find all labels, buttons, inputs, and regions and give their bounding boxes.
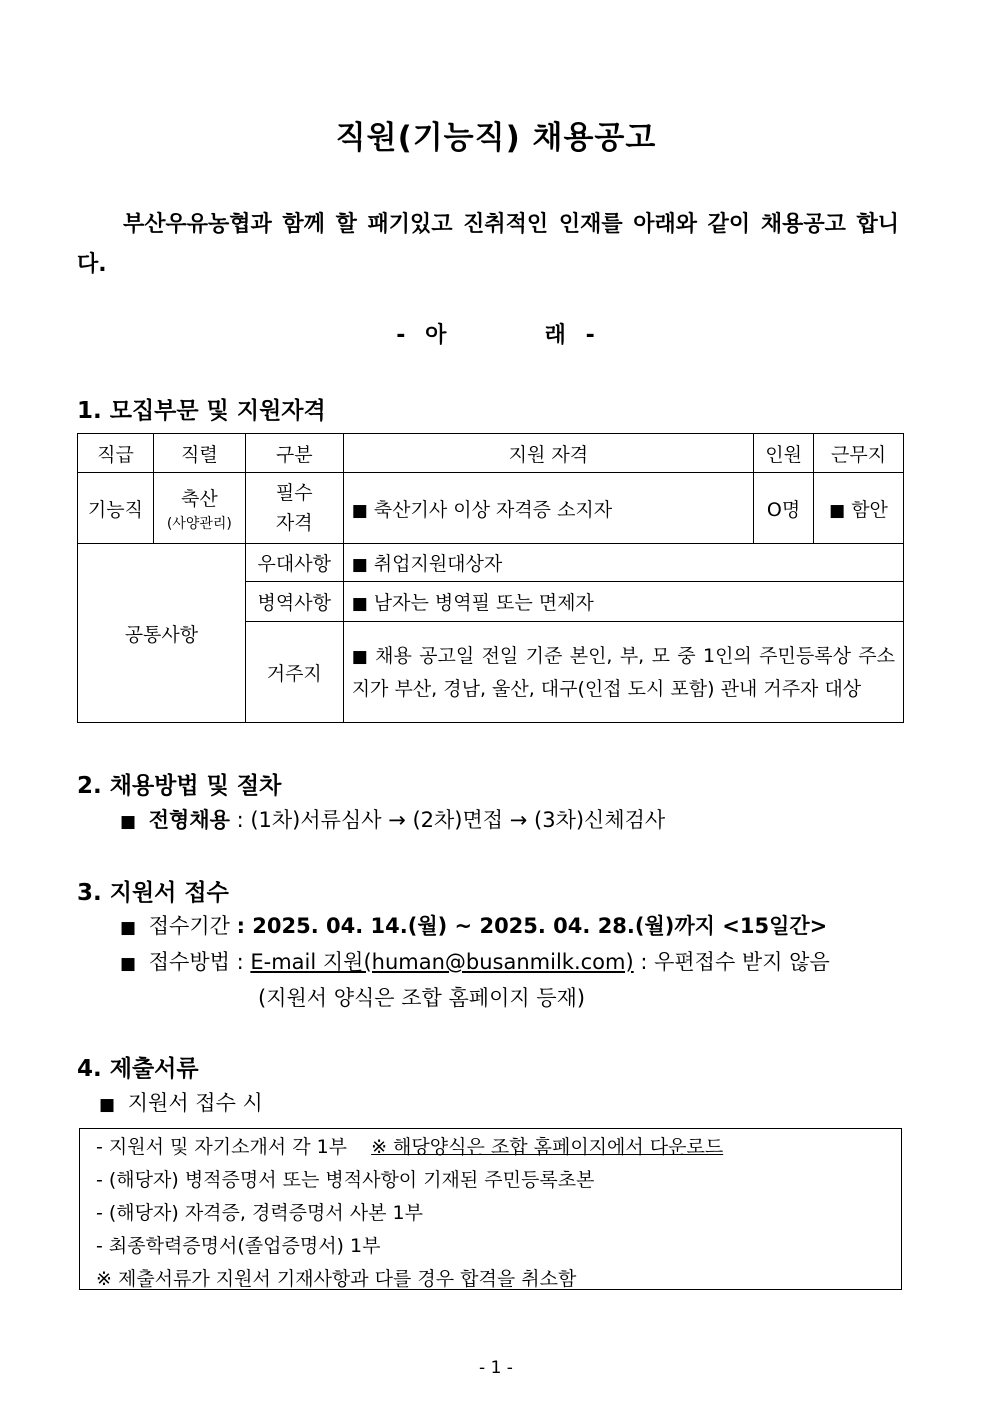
list-item: - (해당자) 병적증명서 또는 병적사항이 기재된 주민등록초본 <box>96 1169 595 1191</box>
procedure-line <box>120 804 665 834</box>
section-2-heading: 2. 채용방법 및 절차 <box>77 773 282 799</box>
common-text-cell <box>343 582 903 622</box>
divider-dash-left: - <box>396 323 407 348</box>
square-bullet-icon: ■ <box>351 594 368 614</box>
list-item: - (해당자) 자격증, 경력증명서 사본 1부 <box>96 1202 423 1224</box>
common-text-cell <box>343 622 903 723</box>
category-cell <box>245 473 343 544</box>
common-text-cell <box>343 544 903 582</box>
page-number: - 1 - <box>479 1358 513 1378</box>
divider-dash-right: - <box>585 323 596 348</box>
documents-box <box>79 1128 902 1290</box>
category-line-2: 자격 <box>275 512 313 534</box>
period-text: : 2025. 04. 14.(월) ~ 2025. 04. 28.(월)까지 <15일간> <box>236 914 828 938</box>
square-bullet-icon: ■ <box>351 555 368 575</box>
qualification-text: 축산기사 이상 자격증 소지자 <box>373 498 613 521</box>
square-bullet-icon: ■ <box>120 812 137 832</box>
series-cell <box>153 473 245 544</box>
divider-word-1: 아 <box>425 323 448 348</box>
procedure-label: 전형채용 <box>148 808 230 832</box>
header-cell: 직급 <box>78 434 154 473</box>
series-label: 축산 <box>181 487 218 510</box>
square-bullet-icon: ■ <box>99 1095 116 1115</box>
table-header-row <box>78 434 904 473</box>
section-4-heading: 4. 제출서류 <box>77 1056 199 1082</box>
series-sub-label: (사양관리) <box>166 515 232 532</box>
sub-heading-line <box>99 1087 263 1117</box>
header-cell: 지원 자격 <box>343 434 753 473</box>
divider-word-2: 래 <box>544 323 567 348</box>
common-label-cell: 공통사항 <box>78 544 246 723</box>
period-line <box>120 910 827 940</box>
list-item: - 최종학력증명서(졸업증명서) 1부 <box>96 1235 381 1257</box>
section-3-heading: 3. 지원서 접수 <box>77 880 229 906</box>
grade-cell: 기능직 <box>78 473 154 544</box>
header-cell: 직렬 <box>153 434 245 473</box>
table-row <box>78 473 904 544</box>
method-colon: : <box>236 950 244 974</box>
location-text: 함안 <box>851 498 888 521</box>
category-line-1: 필수 <box>275 482 313 504</box>
location-cell <box>814 473 904 544</box>
list-item <box>96 1131 901 1164</box>
category-cell: 거주지 <box>245 622 343 723</box>
method-sub: (지원서 양식은 조합 홈페이지 등재) <box>258 986 586 1010</box>
qualification-cell <box>343 473 753 544</box>
method-note: : 우편접수 받지 않음 <box>640 950 830 974</box>
sub-heading: 지원서 접수 시 <box>127 1091 263 1115</box>
square-bullet-icon: ■ <box>120 954 137 974</box>
period-label: 접수기간 <box>148 914 230 938</box>
header-cell: 근무지 <box>814 434 904 473</box>
square-bullet-icon: ■ <box>351 646 370 667</box>
common-text: 취업지원대상자 <box>373 553 503 575</box>
recruitment-table <box>77 433 904 723</box>
square-bullet-icon: ■ <box>829 500 846 521</box>
list-item: ※ 제출서류가 지원서 기재사항과 다를 경우 합격을 취소함 <box>96 1268 577 1290</box>
common-text: 채용 공고일 전일 기준 본인, 부, 모 중 1인의 주민등록상 주소지가 부산, 경남, 울산, 대구(인접 도시 포함) 관내 거주자 대상 <box>351 644 895 700</box>
download-note: ※ 해당양식은 조합 홈페이지에서 다운로드 <box>371 1136 724 1158</box>
common-text: 남자는 병역필 또는 면제자 <box>373 592 594 614</box>
procedure-text: : (1차)서류심사 → (2차)면접 → (3차)신체검사 <box>236 808 666 832</box>
method-line <box>120 946 830 976</box>
headcount-cell: O명 <box>754 473 814 544</box>
square-bullet-icon: ■ <box>351 500 368 521</box>
category-cell: 우대사항 <box>245 544 343 582</box>
table-row <box>78 544 904 582</box>
header-cell: 인원 <box>754 434 814 473</box>
page-title: 직원(기능직) 채용공고 <box>335 120 657 156</box>
intro-paragraph: 부산우유농협과 함께 할 패기있고 진취적인 인재를 아래와 같이 채용공고 합니다. <box>77 212 899 277</box>
notice-divider <box>0 318 992 349</box>
header-cell: 구분 <box>245 434 343 473</box>
method-label: 접수방법 <box>148 950 230 974</box>
section-1-heading: 1. 모집부문 및 지원자격 <box>77 398 326 424</box>
category-cell: 병역사항 <box>245 582 343 622</box>
email-link[interactable]: E-mail 지원(human@busanmilk.com) <box>250 950 634 974</box>
list-item-text: - 지원서 및 자기소개서 각 1부 <box>96 1136 348 1158</box>
square-bullet-icon: ■ <box>120 918 137 938</box>
